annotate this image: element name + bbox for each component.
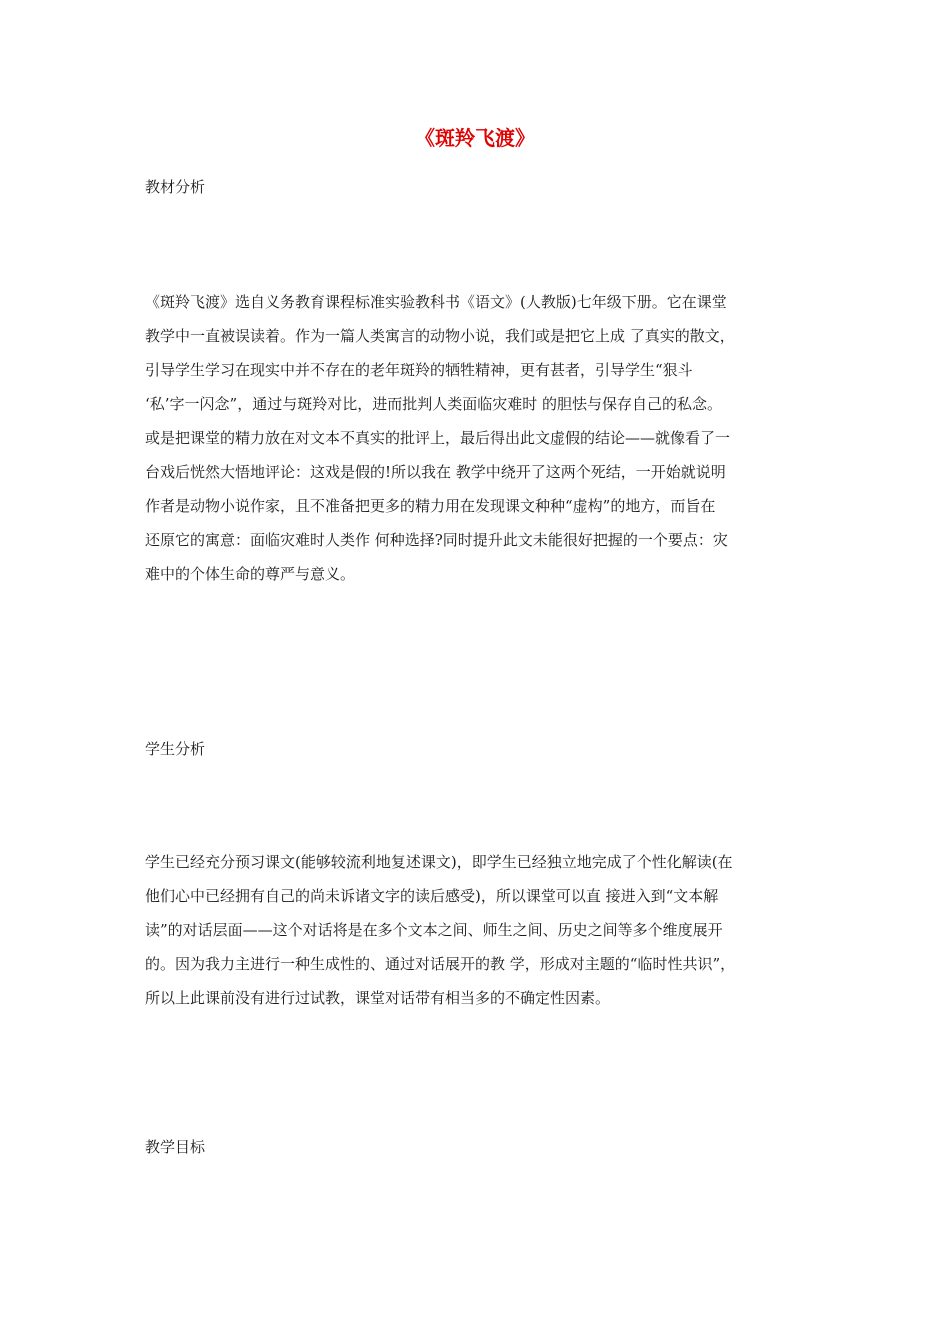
paragraph-line: 他们心中已经拥有自己的尚未诉诸文字的读后感受)，所以课堂可以直 接进入到“文本解 xyxy=(145,887,719,905)
paragraph-line: 所以上此课前没有进行过试教，课堂对话带有相当多的不确定性因素。 xyxy=(145,989,611,1007)
section-heading-teaching-objectives: 教学目标 xyxy=(145,1138,206,1156)
paragraph-line: 教学中一直被误读着。作为一篇人类寓言的动物小说，我们或是把它上成 了真实的散文， xyxy=(145,327,735,345)
paragraph-line: ‘私’字一闪念”，通过与斑羚对比，进而批判人类面临灾难时 的胆怯与保存自己的私念。 xyxy=(145,395,722,413)
paragraph-line: 作者是动物小说作家，且不准备把更多的精力用在发现课文种种“虚构”的地方，而旨在 xyxy=(145,497,716,515)
paragraph-line: 还原它的寓意：面临灾难时人类作 何种选择?同时提升此文未能很好把握的一个要点：灾 xyxy=(145,531,728,549)
paragraph-line: 引导学生学习在现实中并不存在的老年斑羚的牺牲精神，更有甚者，引导学生“狠斗 xyxy=(145,361,693,379)
paragraph-line: 《斑羚飞渡》选自义务教育课程标准实验教科书《语文》(人教版)七年级下册。它在课堂 xyxy=(145,293,727,311)
section-paragraph-student-analysis xyxy=(145,845,825,1015)
document-title: 《斑羚飞渡》 xyxy=(415,126,535,150)
paragraph-line: 难中的个体生命的尊严与意义。 xyxy=(145,565,356,583)
paragraph-line: 或是把课堂的精力放在对文本不真实的批评上，最后得出此文虚假的结论——就像看了一 xyxy=(145,429,731,447)
paragraph-line: 的。因为我力主进行一种生成性的、通过对话展开的教 学，形成对主题的“临时性共识”， xyxy=(145,955,736,973)
paragraph-line: 读”的对话层面——这个对话将是在多个文本之间、师生之间、历史之间等多个维度展开 xyxy=(145,921,723,939)
paragraph-line: 学生已经充分预习课文(能够较流利地复述课文)，即学生已经独立地完成了个性化解读(在 xyxy=(145,853,733,871)
section-heading-student-analysis: 学生分析 xyxy=(145,740,206,758)
section-heading-textbook-analysis: 教材分析 xyxy=(145,178,206,196)
section-paragraph-textbook-analysis xyxy=(145,285,825,591)
paragraph-line: 台戏后恍然大悟地评论：这戏是假的!所以我在 教学中绕开了这两个死结，一开始就说明 xyxy=(145,463,726,481)
